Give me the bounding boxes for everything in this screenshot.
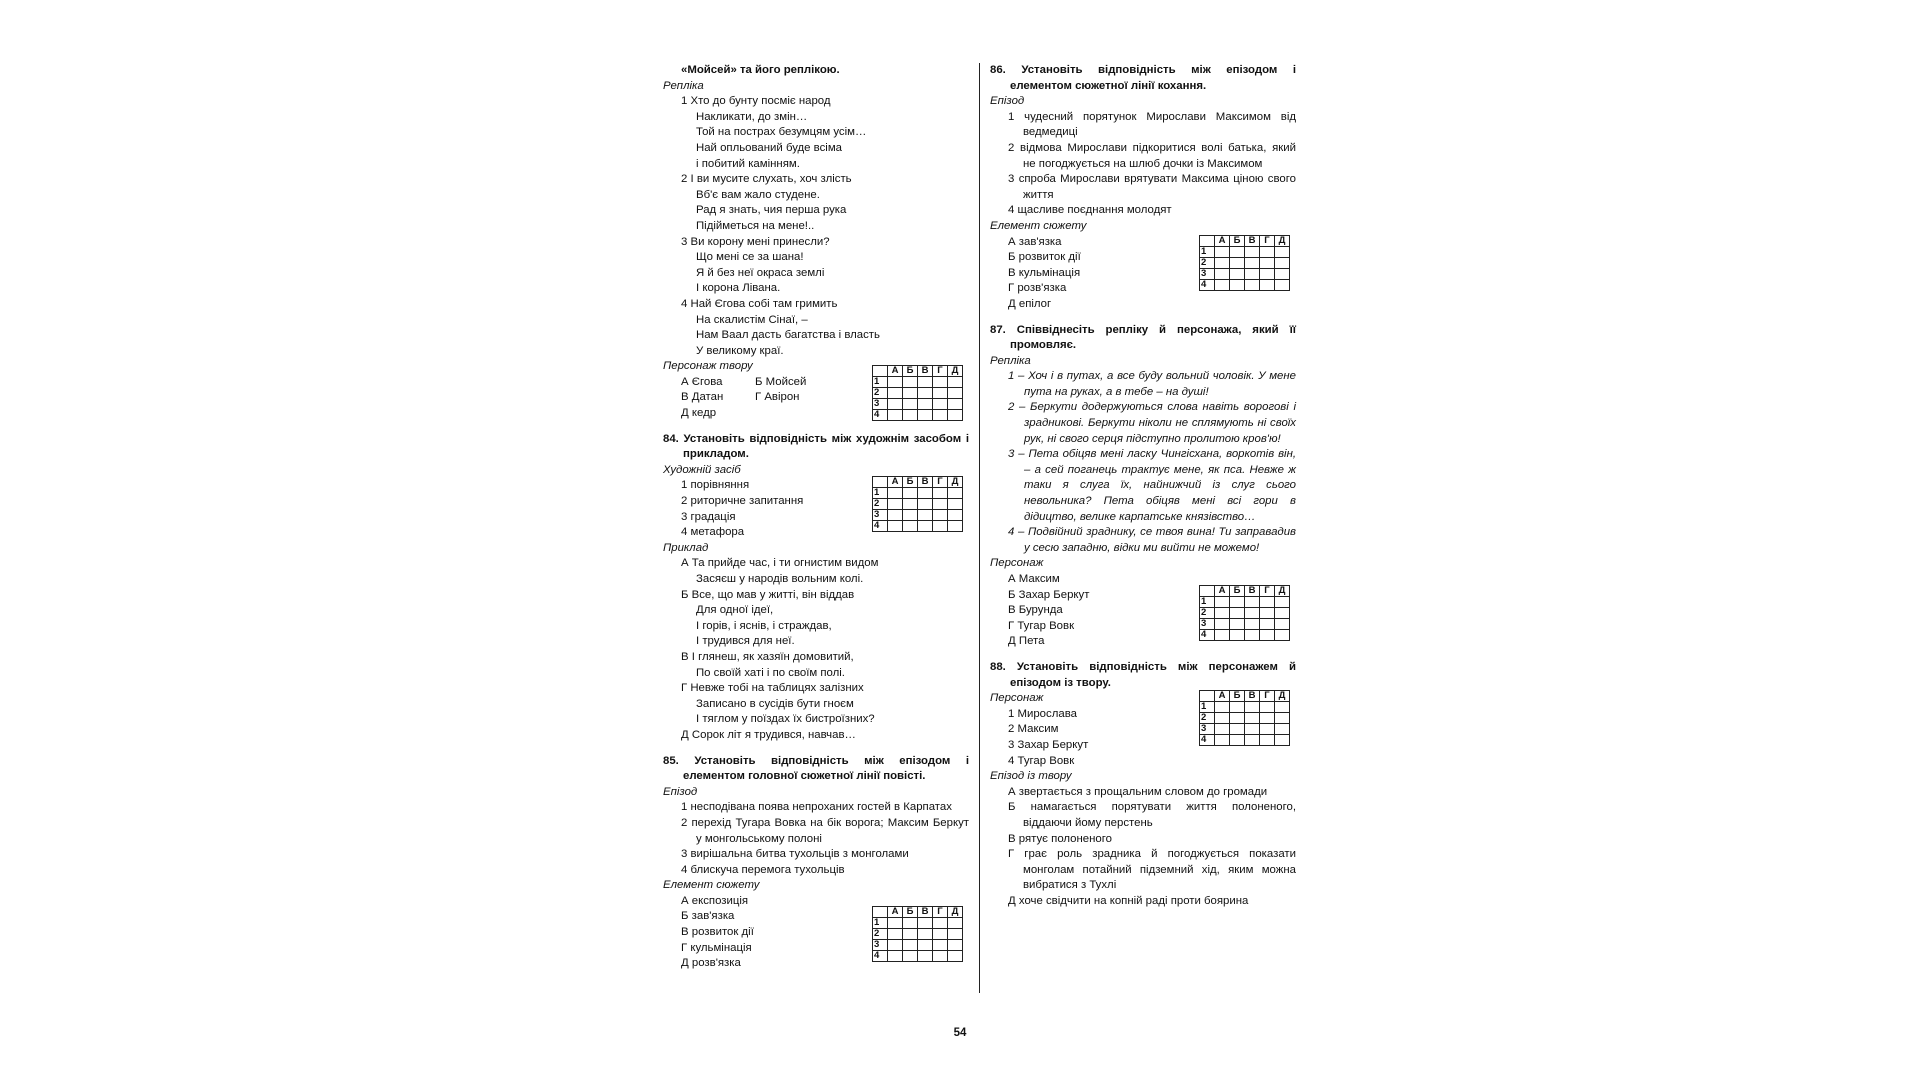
grid-header: Г [933, 907, 948, 918]
q87-replica-4: 4 – Подвійний зраднику, се твоя вина! Ти заправадив у сесю западню, відки ми вийти не можемо! [1008, 526, 1296, 554]
q88-subheading-personazh: Персонаж [990, 692, 1044, 705]
grid-row-number: 2 [1200, 607, 1215, 618]
grid-cell[interactable] [1260, 596, 1275, 607]
grid-row-number: 4 [873, 521, 888, 532]
grid-header [873, 477, 888, 488]
grid-cell[interactable] [918, 929, 933, 940]
grid-cell[interactable] [933, 951, 948, 962]
grid-header: Г [1260, 585, 1275, 596]
q86-option: В кульмінація [1008, 266, 1081, 279]
text-line: 3 Ви корону мені принесли? [681, 235, 830, 248]
grid-cell[interactable] [888, 940, 903, 951]
grid-header: В [1245, 585, 1260, 596]
grid-cell[interactable] [933, 940, 948, 951]
grid-row-number: 2 [873, 499, 888, 510]
grid-cell[interactable] [1260, 724, 1275, 735]
grid-cell[interactable] [1245, 607, 1260, 618]
q86-subheading-element: Елемент сюжету [990, 219, 1087, 232]
grid-cell[interactable] [948, 929, 963, 940]
q84-item-4: 4 метафора [681, 526, 745, 539]
grid-row-number: 3 [1200, 724, 1215, 735]
text-line: І трудився для неї. [696, 635, 795, 648]
grid-header: В [918, 907, 933, 918]
grid-cell[interactable] [918, 399, 933, 410]
page-number: 54 [953, 1027, 967, 1039]
q87-option: А Максим [1008, 573, 1060, 585]
q87-replica-3: 3 – Пета обіцяв мені ласку Чингісхана, воркотів він, – а сей поганець трактує мене, як пса. Невже ж таки я слуга їх, найнижчий із слуг сього невольника? Пета обіцяв мені всі гори в дідицтво, велике карпатське князівство… [1008, 448, 1296, 523]
text-line: Записано в сусідів бути гноєм [696, 697, 854, 710]
answer-grid-q88[interactable] [1199, 690, 1290, 746]
option: Д кедр [681, 407, 717, 420]
q86-title: 86. Установіть відповідність між епізодом і елементом сюжетної лінії кохання. [990, 64, 1296, 92]
grid-cell[interactable] [888, 388, 903, 399]
q85-subheading-element: Елемент сюжету [663, 879, 760, 892]
grid-cell[interactable] [1260, 713, 1275, 724]
q84-example-D: Д Сорок літ я трудився, навчав… [681, 728, 856, 741]
grid-cell[interactable] [1230, 607, 1245, 618]
grid-cell[interactable] [1230, 618, 1245, 629]
grid-cell[interactable] [948, 918, 963, 929]
grid-cell[interactable] [903, 388, 918, 399]
q88-option-A: А звертається з прощальним словом до громади [1008, 785, 1268, 798]
grid-cell[interactable] [903, 951, 918, 962]
text-line: 4 Най Єгова собі там гримить [681, 297, 838, 310]
grid-header: А [1215, 691, 1230, 702]
text-line: Нам Ваал дасть багатства і власть [696, 329, 880, 342]
grid-cell[interactable] [1245, 629, 1260, 640]
grid-cell[interactable] [1275, 629, 1290, 640]
answer-grid-q83[interactable] [872, 365, 963, 421]
grid-cell[interactable] [1230, 246, 1245, 257]
q88-item-1: 1 Мирослава [1008, 707, 1077, 720]
grid-row-number: 3 [873, 940, 888, 951]
grid-header: Д [948, 907, 963, 918]
grid-cell[interactable] [888, 399, 903, 410]
q87-subheading-personazh: Персонаж [990, 557, 1044, 570]
grid-cell[interactable] [903, 377, 918, 388]
grid-cell[interactable] [948, 488, 963, 499]
grid-cell[interactable] [933, 399, 948, 410]
text-line: І горів, і яснів, і страждав, [696, 619, 832, 632]
grid-cell[interactable] [918, 377, 933, 388]
q88-title: 88. Установіть відповідність між персонажем й епізодом із твору. [990, 660, 1296, 689]
grid-header: Д [948, 477, 963, 488]
grid-cell[interactable] [948, 377, 963, 388]
grid-header: Б [1230, 585, 1245, 596]
grid-cell[interactable] [1245, 596, 1260, 607]
grid-cell[interactable] [1275, 268, 1290, 279]
grid-row-number: 2 [873, 388, 888, 399]
grid-header: А [888, 907, 903, 918]
right-column [990, 63, 1296, 909]
text-line: Що мені се за шана! [696, 251, 804, 264]
q88-option-D: Д хоче свідчити на копній раді проти боярина [1008, 894, 1249, 907]
q85-option: В розвиток дії [681, 926, 754, 939]
grid-cell[interactable] [1215, 596, 1230, 607]
grid-cell[interactable] [1215, 257, 1230, 268]
grid-cell[interactable] [948, 499, 963, 510]
q84-subheading-zasib: Художній засіб [663, 463, 741, 476]
grid-cell[interactable] [1215, 735, 1230, 746]
text-line: І корона Лівана. [696, 282, 781, 295]
grid-header: Д [948, 366, 963, 377]
text-line: І тяглом у поїздах їх бистроїзних? [696, 713, 875, 726]
text-line: Накликати, до змін… [696, 110, 808, 123]
grid-cell[interactable] [918, 951, 933, 962]
grid-cell[interactable] [1215, 629, 1230, 640]
option: Б Мойсей [755, 375, 807, 388]
q87-replica-2: 2 – Беркути додержуються слова навіть ворогові і зрадникові. Беркути ніколи не сплямують ні своїх рук, ні свого серця підступно пролитою кров'ю! [1008, 401, 1296, 445]
grid-row-number: 4 [873, 951, 888, 962]
q83-subheading-replika: Репліка [663, 79, 704, 92]
grid-cell[interactable] [933, 521, 948, 532]
grid-row-number: 3 [873, 399, 888, 410]
grid-cell[interactable] [1260, 279, 1275, 290]
text-line: По своїй хаті і по своїм полі. [696, 666, 845, 679]
grid-cell[interactable] [1245, 713, 1260, 724]
grid-cell[interactable] [1260, 702, 1275, 713]
grid-cell[interactable] [903, 940, 918, 951]
text-line: Той на пострах безумцям усім… [696, 126, 867, 139]
option: А Єгова [681, 375, 723, 388]
q85-option: А експозиція [681, 894, 749, 907]
grid-cell[interactable] [1245, 618, 1260, 629]
grid-row-number: 4 [873, 410, 888, 421]
q86-option: Б розвиток дії [1008, 251, 1081, 264]
grid-cell[interactable] [903, 499, 918, 510]
grid-header [1200, 585, 1215, 596]
grid-cell[interactable] [888, 951, 903, 962]
q83-continuation: «Мойсей» та його реплікою. [681, 64, 840, 76]
option: Г Авірон [755, 391, 800, 404]
grid-cell[interactable] [1245, 257, 1260, 268]
text-line: і побитий камінням. [696, 157, 800, 170]
text-line: На скалистім Сінаї, – [696, 313, 808, 326]
text-line: Вб'є вам жало студене. [696, 188, 820, 201]
text-line: Най опльований буде всіма [696, 141, 842, 154]
grid-header: Д [1275, 235, 1290, 246]
grid-cell[interactable] [1230, 724, 1245, 735]
grid-header: Г [1260, 235, 1275, 246]
q86-item-4: 4 щасливе поєднання молодят [1008, 204, 1172, 217]
text-line: Засяєш у народів вольним колі. [696, 573, 864, 585]
grid-cell[interactable] [1215, 702, 1230, 713]
text-line: Рад я знать, чия перша рука [696, 204, 847, 217]
text-line: 2 І ви мусите слухать, хоч злість [681, 173, 852, 186]
grid-cell[interactable] [1260, 246, 1275, 257]
q88-item-3: 3 Захар Беркут [1008, 738, 1089, 751]
answer-grid-q87[interactable] [1199, 585, 1290, 641]
grid-cell[interactable] [888, 521, 903, 532]
q85-option: Д розв'язка [681, 957, 741, 970]
grid-cell[interactable] [1260, 268, 1275, 279]
q87-option: В Бурунда [1008, 604, 1063, 617]
q84-title: 84. Установіть відповідність між художнім засобом і прикладом. [663, 432, 969, 461]
grid-cell[interactable] [903, 918, 918, 929]
grid-row-number: 1 [1200, 702, 1215, 713]
grid-cell[interactable] [1260, 257, 1275, 268]
grid-cell[interactable] [1215, 724, 1230, 735]
grid-cell[interactable] [948, 940, 963, 951]
q85-title: 85. Установіть відповідність між епізодом і елементом головної сюжетної лінії повісті. [663, 754, 969, 783]
text-line: Для одної ідеї, [696, 604, 774, 617]
grid-header: В [918, 477, 933, 488]
grid-cell[interactable] [903, 488, 918, 499]
q85-option: Б зав'язка [681, 910, 735, 923]
grid-cell[interactable] [1230, 268, 1245, 279]
q84-item-1: 1 порівняння [681, 479, 750, 492]
grid-cell[interactable] [1245, 268, 1260, 279]
grid-cell[interactable] [933, 377, 948, 388]
grid-cell[interactable] [1245, 735, 1260, 746]
grid-cell[interactable] [1215, 713, 1230, 724]
grid-cell[interactable] [918, 488, 933, 499]
grid-cell[interactable] [1215, 279, 1230, 290]
grid-cell[interactable] [1215, 607, 1230, 618]
grid-header: Д [1275, 585, 1290, 596]
grid-cell[interactable] [888, 377, 903, 388]
grid-cell[interactable] [933, 510, 948, 521]
q86-option: А зав'язка [1008, 235, 1062, 248]
q86-item-2: 2 відмова Мирослави підкоритися волі батька, який не погоджується на шлюб дочки із Максимом [1008, 141, 1296, 170]
grid-cell[interactable] [1275, 279, 1290, 290]
grid-row-number: 3 [873, 510, 888, 521]
grid-header: А [1215, 235, 1230, 246]
grid-cell[interactable] [933, 918, 948, 929]
grid-cell[interactable] [1215, 246, 1230, 257]
q86-option: Г розв'язка [1008, 282, 1067, 295]
q87-option: Б Захар Беркут [1008, 588, 1090, 601]
grid-cell[interactable] [903, 929, 918, 940]
q88-option-G: Г грає роль зрадника й погоджується показати монголам потайний підземний хід, яким можна вибратися з Тухлі [1008, 848, 1296, 892]
grid-cell[interactable] [918, 521, 933, 532]
grid-cell[interactable] [1275, 713, 1290, 724]
grid-cell[interactable] [1245, 702, 1260, 713]
q86-item-3: 3 спроба Мирослави врятувати Максима ціною свого життя [1008, 173, 1296, 201]
q84-item-3: 3 градація [681, 510, 736, 523]
q83-replica-2 [663, 172, 969, 234]
text-line: Я й без неї окраса землі [696, 266, 825, 279]
q83-replica-3 [663, 235, 969, 297]
grid-header: А [888, 477, 903, 488]
text-line: Підійметься на мене!.. [696, 219, 815, 232]
answer-grid-q86[interactable] [1199, 235, 1290, 291]
grid-cell[interactable] [1275, 596, 1290, 607]
grid-row-number: 1 [873, 377, 888, 388]
grid-cell[interactable] [948, 388, 963, 399]
grid-cell[interactable] [1230, 596, 1245, 607]
grid-cell[interactable] [918, 510, 933, 521]
grid-header: В [1245, 235, 1260, 246]
q88-item-2: 2 Максим [1008, 723, 1059, 736]
q87-option: Г Тугар Вовк [1008, 619, 1075, 632]
grid-cell[interactable] [948, 951, 963, 962]
grid-cell[interactable] [1275, 724, 1290, 735]
grid-row-number: 1 [1200, 596, 1215, 607]
grid-cell[interactable] [1275, 607, 1290, 618]
grid-cell[interactable] [948, 410, 963, 421]
q88-item-4: 4 Тугар Вовк [1008, 754, 1075, 767]
text-line: У великому краї. [696, 344, 784, 357]
grid-cell[interactable] [903, 410, 918, 421]
q85-item-4: 4 блискуча перемога тухольців [681, 863, 845, 876]
grid-cell[interactable] [1230, 629, 1245, 640]
grid-cell[interactable] [888, 488, 903, 499]
grid-cell[interactable] [1230, 279, 1245, 290]
q84-subheading-pryklad: Приклад [663, 541, 709, 554]
grid-cell[interactable] [903, 510, 918, 521]
grid-cell[interactable] [888, 410, 903, 421]
q85-option: Г кульмінація [681, 941, 752, 954]
grid-row-number: 1 [873, 918, 888, 929]
grid-header [1200, 235, 1215, 246]
grid-cell[interactable] [1215, 618, 1230, 629]
grid-header: В [1245, 691, 1260, 702]
option: В Датан [681, 391, 724, 404]
grid-row-number: 4 [1200, 735, 1215, 746]
grid-cell[interactable] [1260, 629, 1275, 640]
q87-title: 87. Співвіднесіть репліку й персонажа, який її промовляє. [990, 323, 1296, 352]
answer-grid-q85[interactable] [872, 906, 963, 962]
grid-cell[interactable] [918, 499, 933, 510]
grid-header: Б [1230, 691, 1245, 702]
grid-header: А [1215, 585, 1230, 596]
grid-cell[interactable] [888, 510, 903, 521]
q84-example-B: Б Все, що мав у житті, він віддав [681, 588, 855, 601]
q86-item-1: 1 чудесний порятунок Мирослави Максимом від ведмедиці [1008, 110, 1296, 139]
grid-header: Б [903, 366, 918, 377]
grid-header: А [888, 366, 903, 377]
q86-subheading-epizod: Епізод [990, 95, 1025, 108]
q85-subheading-epizod: Епізод [663, 785, 698, 798]
grid-row-number: 3 [1200, 268, 1215, 279]
grid-cell[interactable] [1230, 702, 1245, 713]
grid-row-number: 4 [1200, 279, 1215, 290]
grid-header: Г [1260, 691, 1275, 702]
grid-header: Б [1230, 235, 1245, 246]
grid-cell[interactable] [933, 499, 948, 510]
q84-item-2: 2 риторичне запитання [681, 495, 804, 508]
grid-cell[interactable] [888, 499, 903, 510]
grid-cell[interactable] [948, 521, 963, 532]
grid-header: Д [1275, 691, 1290, 702]
grid-cell[interactable] [1260, 735, 1275, 746]
grid-cell[interactable] [1230, 257, 1245, 268]
grid-header [873, 907, 888, 918]
grid-row-number: 1 [1200, 246, 1215, 257]
grid-header: В [918, 366, 933, 377]
q85-item-3: 3 вирішальна битва тухольців з монголами [681, 848, 909, 861]
q83-replica-4 [663, 297, 969, 359]
grid-row-number: 3 [1200, 618, 1215, 629]
q88-option-V: В рятує полоненого [1008, 832, 1113, 845]
grid-header [1200, 691, 1215, 702]
q84-example-A: А Та прийде час, і ти огнистим видом [681, 557, 879, 570]
grid-cell[interactable] [1260, 607, 1275, 618]
text-line: 1 Хто до бунту посміє народ [681, 95, 831, 108]
q87-replica-1: 1 – Хоч і в путах, а все буду вольний чоловік. У мене пута на руках, а в тебе – на душі! [1008, 370, 1296, 398]
q83-replica-1 [663, 94, 969, 172]
grid-cell[interactable] [948, 510, 963, 521]
grid-row-number: 2 [1200, 257, 1215, 268]
q87-option: Д Пета [1008, 635, 1045, 648]
grid-cell[interactable] [1245, 279, 1260, 290]
column-divider [979, 63, 980, 993]
grid-cell[interactable] [1245, 724, 1260, 735]
grid-cell[interactable] [1275, 618, 1290, 629]
grid-cell[interactable] [933, 410, 948, 421]
grid-header: Б [903, 477, 918, 488]
grid-cell[interactable] [1245, 246, 1260, 257]
q86-option: Д епілог [1008, 297, 1052, 310]
grid-row-number: 2 [873, 929, 888, 940]
grid-cell[interactable] [933, 488, 948, 499]
grid-cell[interactable] [1260, 618, 1275, 629]
q85-item-2: 2 перехід Тугара Вовка на бік ворога; Максим Беркут у монгольському полоні [681, 816, 969, 845]
grid-cell[interactable] [1230, 713, 1245, 724]
grid-row-number: 1 [873, 488, 888, 499]
grid-header [873, 366, 888, 377]
grid-cell[interactable] [918, 388, 933, 399]
grid-cell[interactable] [933, 929, 948, 940]
grid-cell[interactable] [918, 940, 933, 951]
grid-cell[interactable] [1215, 268, 1230, 279]
q85-item-1: 1 несподівана поява непроханих гостей в Карпатах [681, 801, 952, 814]
grid-cell[interactable] [918, 410, 933, 421]
left-column [663, 63, 969, 972]
q87-subheading-replika: Репліка [990, 354, 1031, 367]
q84-example-V: В І глянеш, як хазяїн домовитий, [681, 650, 854, 663]
grid-cell[interactable] [1275, 735, 1290, 746]
grid-cell[interactable] [1275, 702, 1290, 713]
q88-subheading-epizod: Епізод із твору [990, 770, 1072, 783]
grid-cell[interactable] [1230, 735, 1245, 746]
q88-option-B: Б намагається порятувати життя полоненого, віддаючи йому перстень [1008, 801, 1296, 829]
grid-cell[interactable] [903, 399, 918, 410]
grid-row-number: 4 [1200, 629, 1215, 640]
grid-cell[interactable] [1275, 257, 1290, 268]
grid-cell[interactable] [948, 399, 963, 410]
q83-subheading-personazh: Персонаж твору [663, 360, 753, 373]
grid-header: Г [933, 477, 948, 488]
grid-cell[interactable] [903, 521, 918, 532]
grid-header: Г [933, 366, 948, 377]
q84-example-G: Г Невже тобі на таблицях залізних [681, 682, 864, 695]
answer-grid-q84[interactable] [872, 476, 963, 532]
grid-cell[interactable] [888, 929, 903, 940]
grid-cell[interactable] [888, 918, 903, 929]
grid-cell[interactable] [1275, 246, 1290, 257]
grid-cell[interactable] [918, 918, 933, 929]
grid-cell[interactable] [933, 388, 948, 399]
grid-header: Б [903, 907, 918, 918]
grid-row-number: 2 [1200, 713, 1215, 724]
